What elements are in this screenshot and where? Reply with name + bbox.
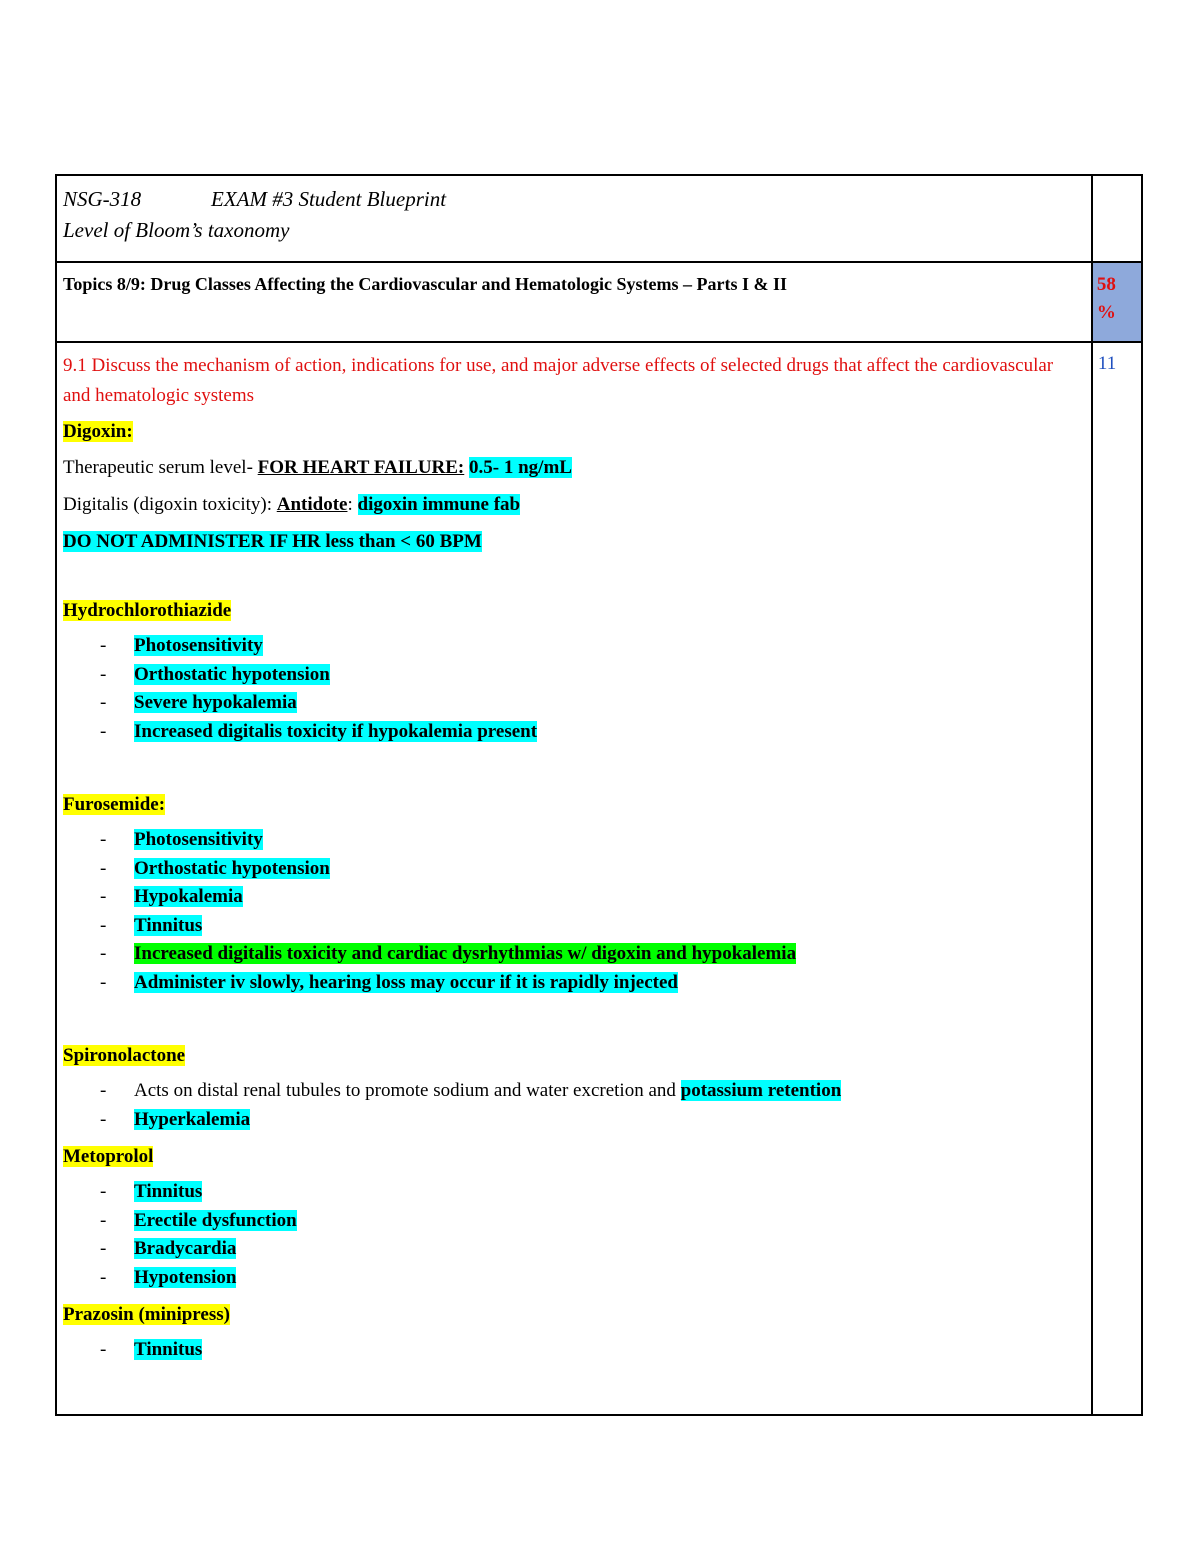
header-cell: [56, 175, 1092, 262]
drug-title-spironolactone: Spironolactone: [63, 1045, 186, 1066]
course-code: NSG-318: [63, 187, 142, 211]
spironolactone-effects: [63, 1077, 1079, 1134]
list-item: - Orthostatic hypotension: [100, 663, 330, 685]
list-item: - Hypotension: [100, 1266, 237, 1288]
list-item: - Hyperkalemia: [100, 1108, 251, 1130]
content-cell: [56, 342, 1092, 1415]
list-item: - Photosensitivity: [100, 829, 263, 850]
drug-title-hydrochlorothiazide: Hydrochlorothiazide: [63, 600, 232, 621]
digoxin-warning: DO NOT ADMINISTER IF HR less than < 60 BPM: [63, 531, 482, 552]
exam-title: EXAM #3 Student Blueprint: [211, 187, 447, 211]
antidote-label: Antidote: [276, 494, 348, 515]
topic-title: Topics 8/9: Drug Classes Affecting the Cardiovascular and Hematologic Systems – Parts I & II: [56, 262, 1092, 342]
list-item: - Severe hypokalemia: [100, 692, 297, 713]
list-item: - Acts on distal renal tubules to promote sodium and water excretion and potassium retention: [100, 1080, 842, 1101]
drug-title-metoprolol: Metoprolol: [63, 1146, 154, 1167]
administration-note: Administer iv slowly, hearing loss may occur if it is rapidly injected: [134, 971, 678, 993]
objective-text: 9.1 Discuss the mechanism of action, indications for use, and major adverse effects of selected drugs that affect the cardiovascular and hematologic systems: [63, 355, 1054, 406]
list-item: - Tinnitus: [100, 914, 203, 936]
drug-title-digoxin: Digoxin:: [63, 421, 133, 442]
header-row: [56, 175, 1142, 262]
digoxin-serum-level: Therapeutic serum level- FOR HEART FAILURE: 0.5- 1 ng/mL: [63, 457, 572, 478]
content-row: [56, 342, 1142, 1415]
header-side-cell: [1092, 175, 1142, 262]
drug-title-prazosin: Prazosin (minipress): [63, 1304, 230, 1325]
metoprolol-effects: [63, 1178, 1079, 1292]
blueprint-table: [55, 174, 1143, 1416]
list-item: - Tinnitus: [100, 1181, 203, 1202]
blooms-subtitle: Level of Bloom’s taxonomy: [63, 218, 290, 242]
list-item: - Increased digitalis toxicity and cardiac dysrhythmias w/ digoxin and hypokalemia: [100, 943, 797, 964]
percent-value: 58: [1096, 274, 1116, 295]
objective-count: 11: [1092, 342, 1142, 1415]
furosemide-effects: [63, 826, 1079, 997]
list-item: - Photosensitivity: [100, 635, 263, 656]
antidote-value: digoxin immune fab: [357, 494, 521, 515]
list-item: - Hypokalemia: [100, 886, 243, 907]
list-item: - Administer iv slowly, hearing loss may occur if it is rapidly injected: [100, 971, 678, 993]
list-item: - Increased digitalis toxicity if hypokalemia present: [100, 720, 538, 742]
serum-value: 0.5- 1 ng/mL: [469, 457, 572, 478]
header-title-line: [63, 184, 1091, 215]
heart-failure-label: FOR HEART FAILURE:: [257, 457, 465, 478]
potassium-retention: potassium retention: [680, 1080, 842, 1101]
topic-percent: [1092, 262, 1142, 342]
list-item: - Bradycardia: [100, 1238, 237, 1259]
list-item: - Orthostatic hypotension: [100, 857, 330, 879]
hydrochlorothiazide-effects: [63, 632, 1079, 746]
topic-row: [56, 262, 1142, 342]
list-item: - Tinnitus: [100, 1339, 203, 1360]
drug-title-furosemide: Furosemide:: [63, 794, 166, 815]
percent-sign: %: [1096, 302, 1116, 323]
digoxin-toxicity: Digitalis (digoxin toxicity): Antidote: digoxin immune fab: [63, 494, 521, 515]
prazosin-effects: [63, 1336, 1079, 1365]
digoxin-interaction: Increased digitalis toxicity and cardiac dysrhythmias w/ digoxin and hypokalemia: [134, 943, 797, 964]
list-item: - Erectile dysfunction: [100, 1209, 297, 1231]
